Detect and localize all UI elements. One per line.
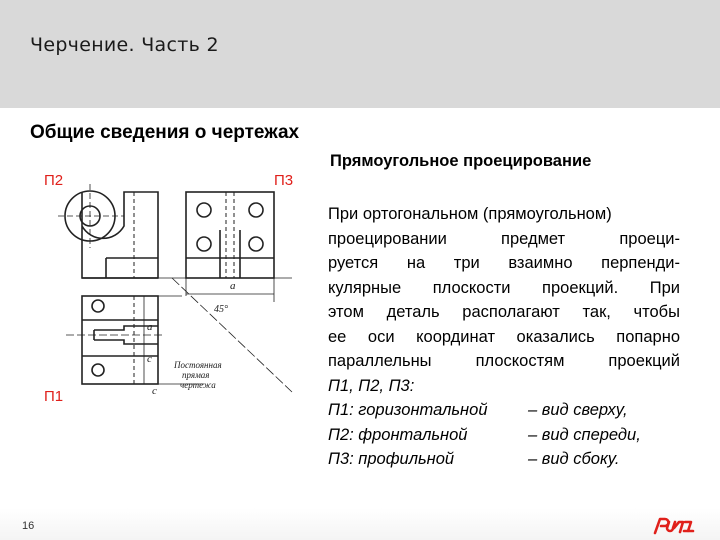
body-line: этом деталь располагают так, чтобы — [328, 303, 680, 321]
dimension-c-side: c — [147, 353, 152, 365]
body-line: проецировании предмет проеци- — [328, 229, 680, 248]
label-p2: П2 — [44, 172, 64, 189]
slide-subtitle: Общие сведения о чертежах — [30, 122, 300, 143]
view-plane: П2: фронтальной — [328, 425, 468, 444]
rzd-logo-icon — [652, 514, 696, 536]
dimension-a-side: a — [147, 321, 153, 333]
top-view — [66, 296, 162, 384]
note-line-1: Постоянная — [174, 360, 222, 370]
view-desc: – вид сбоку. — [528, 450, 620, 468]
label-p3: П3 — [274, 172, 294, 189]
section-heading: Прямоугольное проецирование — [330, 152, 592, 170]
body-italic-line: П1, П2, П3: — [328, 376, 415, 395]
body-line: руется на три взаимно перпенди- — [328, 254, 680, 272]
dimension-c-bottom: c — [152, 385, 157, 397]
view-row-p3 — [328, 447, 680, 472]
body-line: кулярные плоскости проекций. При — [328, 278, 680, 297]
presentation-title: Черчение. Часть 2 — [30, 34, 219, 56]
body-line: При ортогональном (прямоугольном) — [328, 205, 612, 223]
header-bar — [0, 0, 720, 108]
view-plane: П3: профильной — [328, 450, 455, 468]
label-p1: П1 — [44, 388, 64, 405]
view-desc: – вид спереди, — [528, 425, 641, 444]
footer-bar — [0, 508, 720, 540]
orthographic-projection-drawing — [44, 170, 304, 430]
body-text — [328, 202, 680, 472]
dimension-a-top: a — [230, 280, 236, 292]
page-number: 16 — [22, 520, 35, 532]
note-line-3: чертежа — [180, 380, 216, 390]
body-line: параллельны плоскостям проекций — [328, 352, 680, 370]
side-view — [186, 192, 274, 278]
body-line: ее оси координат оказались попарно — [328, 327, 680, 346]
construction-lines — [144, 278, 292, 392]
view-desc: – вид сверху, — [528, 401, 628, 419]
angle-label: 45° — [214, 304, 228, 315]
note-line-2: прямая — [182, 370, 210, 380]
view-row-p2 — [328, 423, 680, 448]
view-plane: П1: горизонтальной — [328, 401, 488, 419]
front-view — [58, 184, 158, 278]
view-row-p1 — [328, 398, 680, 423]
